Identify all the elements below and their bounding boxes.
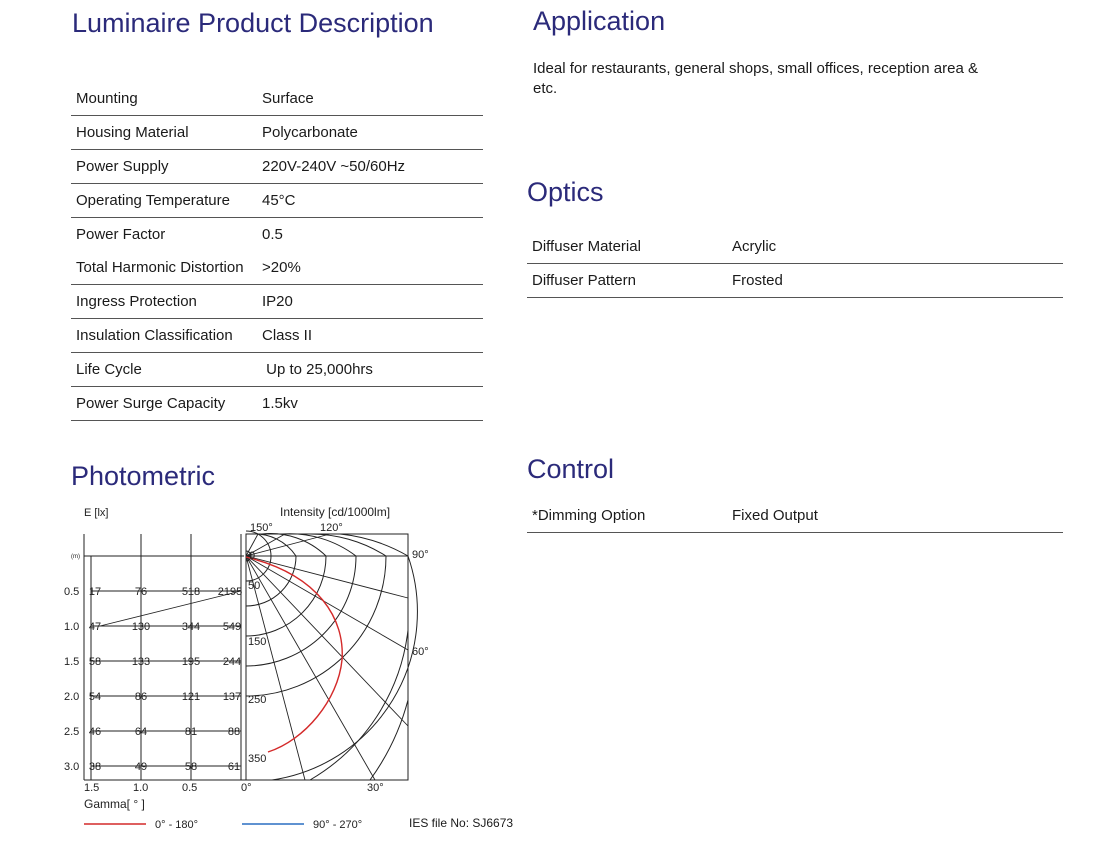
- description-title: Luminaire Product Description: [72, 8, 434, 38]
- polar-angle-label: 30°: [367, 782, 384, 794]
- illuminance-value: 518: [181, 586, 201, 598]
- width-label: 0.5: [182, 782, 198, 794]
- width-label: 0°: [241, 782, 252, 794]
- spec-label: Ingress Protection: [71, 285, 257, 319]
- optics-label: Diffuser Material: [527, 230, 727, 264]
- illuminance-value: 121: [181, 691, 201, 703]
- intensity-tick: 50: [248, 580, 261, 592]
- illuminance-value: 88: [227, 726, 241, 738]
- distance-label: 2.5: [64, 726, 80, 738]
- ies-file-number: IES file No: SJ6673: [409, 816, 514, 830]
- illuminance-value: 137: [222, 691, 242, 703]
- illuminance-value: 17: [88, 586, 102, 598]
- spec-value: Polycarbonate: [257, 116, 483, 150]
- optics-label: Diffuser Pattern: [527, 264, 727, 298]
- illuminance-value: 344: [181, 621, 201, 633]
- distance-label: 2.0: [64, 691, 80, 703]
- optics-title: Optics: [527, 177, 604, 207]
- spec-value: 220V-240V ~50/60Hz: [257, 150, 483, 184]
- illuminance-value: 49: [134, 761, 148, 773]
- spec-label: Housing Material: [71, 116, 257, 150]
- illuminance-value: 58: [88, 656, 102, 668]
- intensity-tick: 150: [248, 636, 267, 648]
- spec-value: Class II: [257, 319, 483, 353]
- spec-label: Insulation Classification: [71, 319, 257, 353]
- e-axis-label: E [lx]: [84, 507, 109, 519]
- distance-label: 1.5: [64, 656, 80, 668]
- illuminance-value: 58: [184, 761, 198, 773]
- spec-value: 0.5: [262, 226, 283, 243]
- m-unit-label: (m): [71, 554, 80, 560]
- spec-value: Surface: [257, 82, 483, 116]
- illuminance-value: 549: [222, 621, 242, 633]
- illuminance-value: 46: [88, 726, 102, 738]
- spec-label: Power Factor: [76, 226, 166, 243]
- intensity-tick: 250: [248, 694, 267, 706]
- illuminance-row: [89, 691, 241, 703]
- width-label: 1.5: [84, 782, 100, 794]
- spec-value: >20%: [257, 251, 483, 285]
- legend-label: 0° - 180°: [155, 819, 199, 831]
- spec-label: Power Surge Capacity: [71, 387, 257, 421]
- intensity-tick: 350: [248, 753, 267, 765]
- illuminance-value: 47: [88, 621, 102, 633]
- illuminance-value: 61: [227, 761, 241, 773]
- spec-label: Power Supply: [71, 150, 257, 184]
- polar-angle-label: 90°: [412, 549, 429, 561]
- polar-grid: [246, 531, 417, 780]
- spec-value: 45°C: [257, 184, 483, 218]
- illuminance-row: [89, 726, 240, 738]
- spec-label: Life Cycle: [71, 353, 257, 387]
- illuminance-value: 133: [131, 656, 151, 668]
- illuminance-row: [89, 586, 242, 598]
- illuminance-value: 195: [181, 656, 201, 668]
- illuminance-value: 244: [222, 656, 242, 668]
- control-value: Fixed Output: [727, 499, 1063, 533]
- spec-label: Total Harmonic Distortion: [71, 251, 257, 285]
- illuminance-row: [89, 761, 240, 773]
- spec-value: Up to 25,000hrs: [257, 353, 483, 387]
- polar-angle-label: 120°: [320, 522, 343, 534]
- illuminance-value: 86: [134, 691, 148, 703]
- control-title: Control: [527, 454, 615, 484]
- spec-value: 1.5kv: [257, 387, 483, 421]
- illuminance-value: 64: [134, 726, 148, 738]
- illuminance-value: 76: [134, 586, 148, 598]
- illuminance-value: 54: [88, 691, 102, 703]
- illuminance-value: 2195: [217, 586, 243, 598]
- legend-label: 90° - 270°: [313, 819, 363, 831]
- width-label: 1.0: [133, 782, 149, 794]
- application-title: Application: [533, 6, 666, 36]
- illuminance-value: 38: [88, 761, 102, 773]
- application-text: Ideal for restaurants, general shops, small offices, reception area & etc.: [533, 60, 978, 97]
- distance-label: 1.0: [64, 621, 80, 633]
- distance-label: 0.5: [64, 586, 80, 598]
- spec-value: IP20: [257, 285, 483, 319]
- spec-label: Operating Temperature: [71, 184, 257, 218]
- illuminance-value: 130: [131, 621, 151, 633]
- polar-angle-label: 150°: [250, 522, 273, 534]
- optics-value: Acrylic: [727, 230, 1063, 264]
- intensity-axis-label: Intensity [cd/1000lm]: [280, 505, 391, 519]
- illuminance-values: [89, 586, 242, 773]
- distance-label: 3.0: [64, 761, 80, 773]
- intensity-tick: 0: [249, 550, 256, 562]
- photometric-title: Photometric: [71, 461, 216, 491]
- illuminance-value: 81: [184, 726, 198, 738]
- legend: [84, 819, 362, 831]
- spec-label: Mounting: [71, 82, 257, 116]
- control-label: *Dimming Option: [527, 499, 727, 533]
- gamma-label: Gamma[ ° ]: [84, 797, 145, 811]
- polar-angle-label: 60°: [412, 646, 429, 658]
- optics-value: Frosted: [727, 264, 1063, 298]
- illuminance-row: [89, 656, 241, 668]
